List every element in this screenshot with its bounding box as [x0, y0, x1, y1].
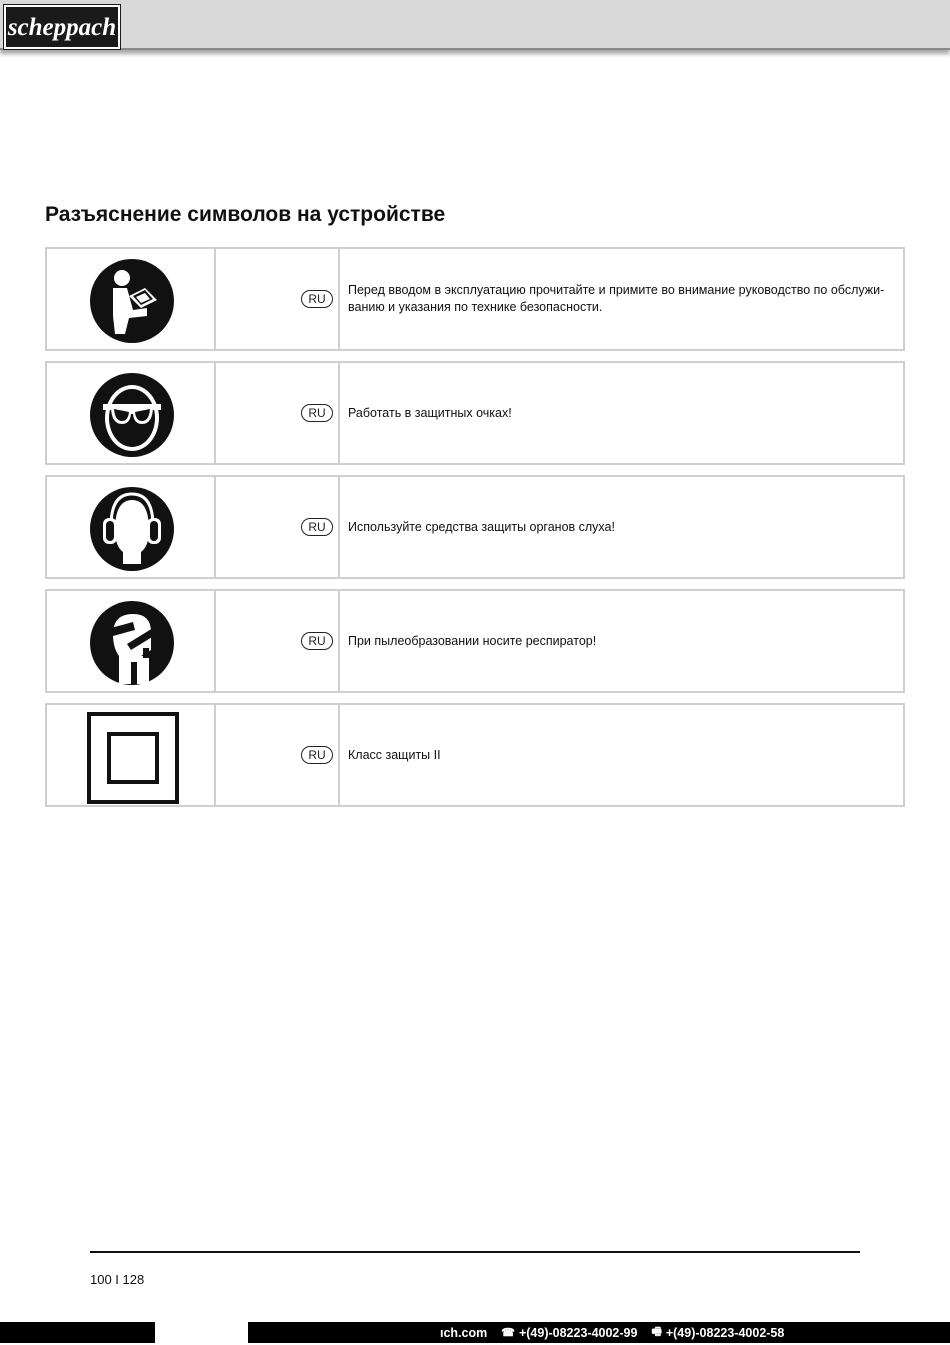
- language-cell: [216, 363, 340, 463]
- symbol-icon-cell: [47, 249, 216, 349]
- symbol-icon-cell: [47, 591, 216, 691]
- header-band: [0, 0, 950, 50]
- symbol-description: [348, 363, 903, 463]
- language-cell: [216, 591, 340, 691]
- footer-divider: [90, 1251, 860, 1253]
- language-badge: RU: [301, 290, 333, 308]
- respirator-icon: [89, 600, 175, 686]
- symbol-description: [348, 591, 903, 691]
- language-badge: RU: [301, 518, 333, 536]
- phone-contact: [501, 1326, 637, 1340]
- symbol-description-text: Используйте средства защиты органов слуха!: [348, 519, 615, 534]
- symbol-row-read-manual: [45, 247, 905, 351]
- fax-contact: [651, 1323, 784, 1342]
- read-manual-icon: [89, 258, 175, 344]
- symbol-row-ear-protection: [45, 475, 905, 579]
- scheppach-logo: [4, 5, 120, 49]
- symbol-icon-cell: [47, 477, 216, 577]
- fax-number: +(49)-08223-4002-58: [665, 1325, 785, 1340]
- phone-icon: ☎: [501, 1327, 515, 1339]
- safety-goggles-icon: [89, 372, 175, 458]
- symbol-description: [348, 249, 903, 349]
- fax-icon: 🖷: [651, 1326, 662, 1338]
- language-badge: RU: [301, 404, 333, 422]
- footer-white-block: [155, 1322, 248, 1343]
- symbol-description-text: Перед вводом в эксплуатацию прочитайте и примите во внимание руководство по обслужи-ванию и указания по технике безопасности.: [348, 283, 885, 314]
- protection-class-ii-icon: [86, 711, 180, 805]
- symbol-row-protection-class-ii: [45, 703, 905, 807]
- symbol-description-text: Работать в защитных очках!: [348, 405, 512, 420]
- brand-logo-text: scheppach: [7, 14, 117, 41]
- symbol-icon-cell: [47, 363, 216, 463]
- scheppach-logo-wordmark: [7, 8, 117, 46]
- page-title: Разъяснение символов на устройстве: [45, 203, 446, 226]
- language-cell: [216, 249, 340, 349]
- symbol-description-text: Класс защиты II: [348, 747, 441, 762]
- page-number: 100 I 128: [90, 1272, 145, 1287]
- symbol-row-safety-goggles: [45, 361, 905, 465]
- language-cell: [216, 477, 340, 577]
- symbol-description-text: При пылеобразовании носите респиратор!: [348, 633, 597, 648]
- symbol-description: [348, 705, 903, 805]
- language-badge: RU: [301, 632, 333, 650]
- language-cell: [216, 705, 340, 805]
- ear-protection-icon: [89, 486, 175, 572]
- website-link[interactable]: ıch.com: [440, 1325, 488, 1340]
- phone-number: +(49)-08223-4002-99: [518, 1325, 638, 1340]
- footer-contacts: [440, 1322, 784, 1343]
- symbol-icon-cell: [47, 705, 216, 805]
- symbol-description: [348, 477, 903, 577]
- language-badge: RU: [301, 746, 333, 764]
- symbol-row-respirator: [45, 589, 905, 693]
